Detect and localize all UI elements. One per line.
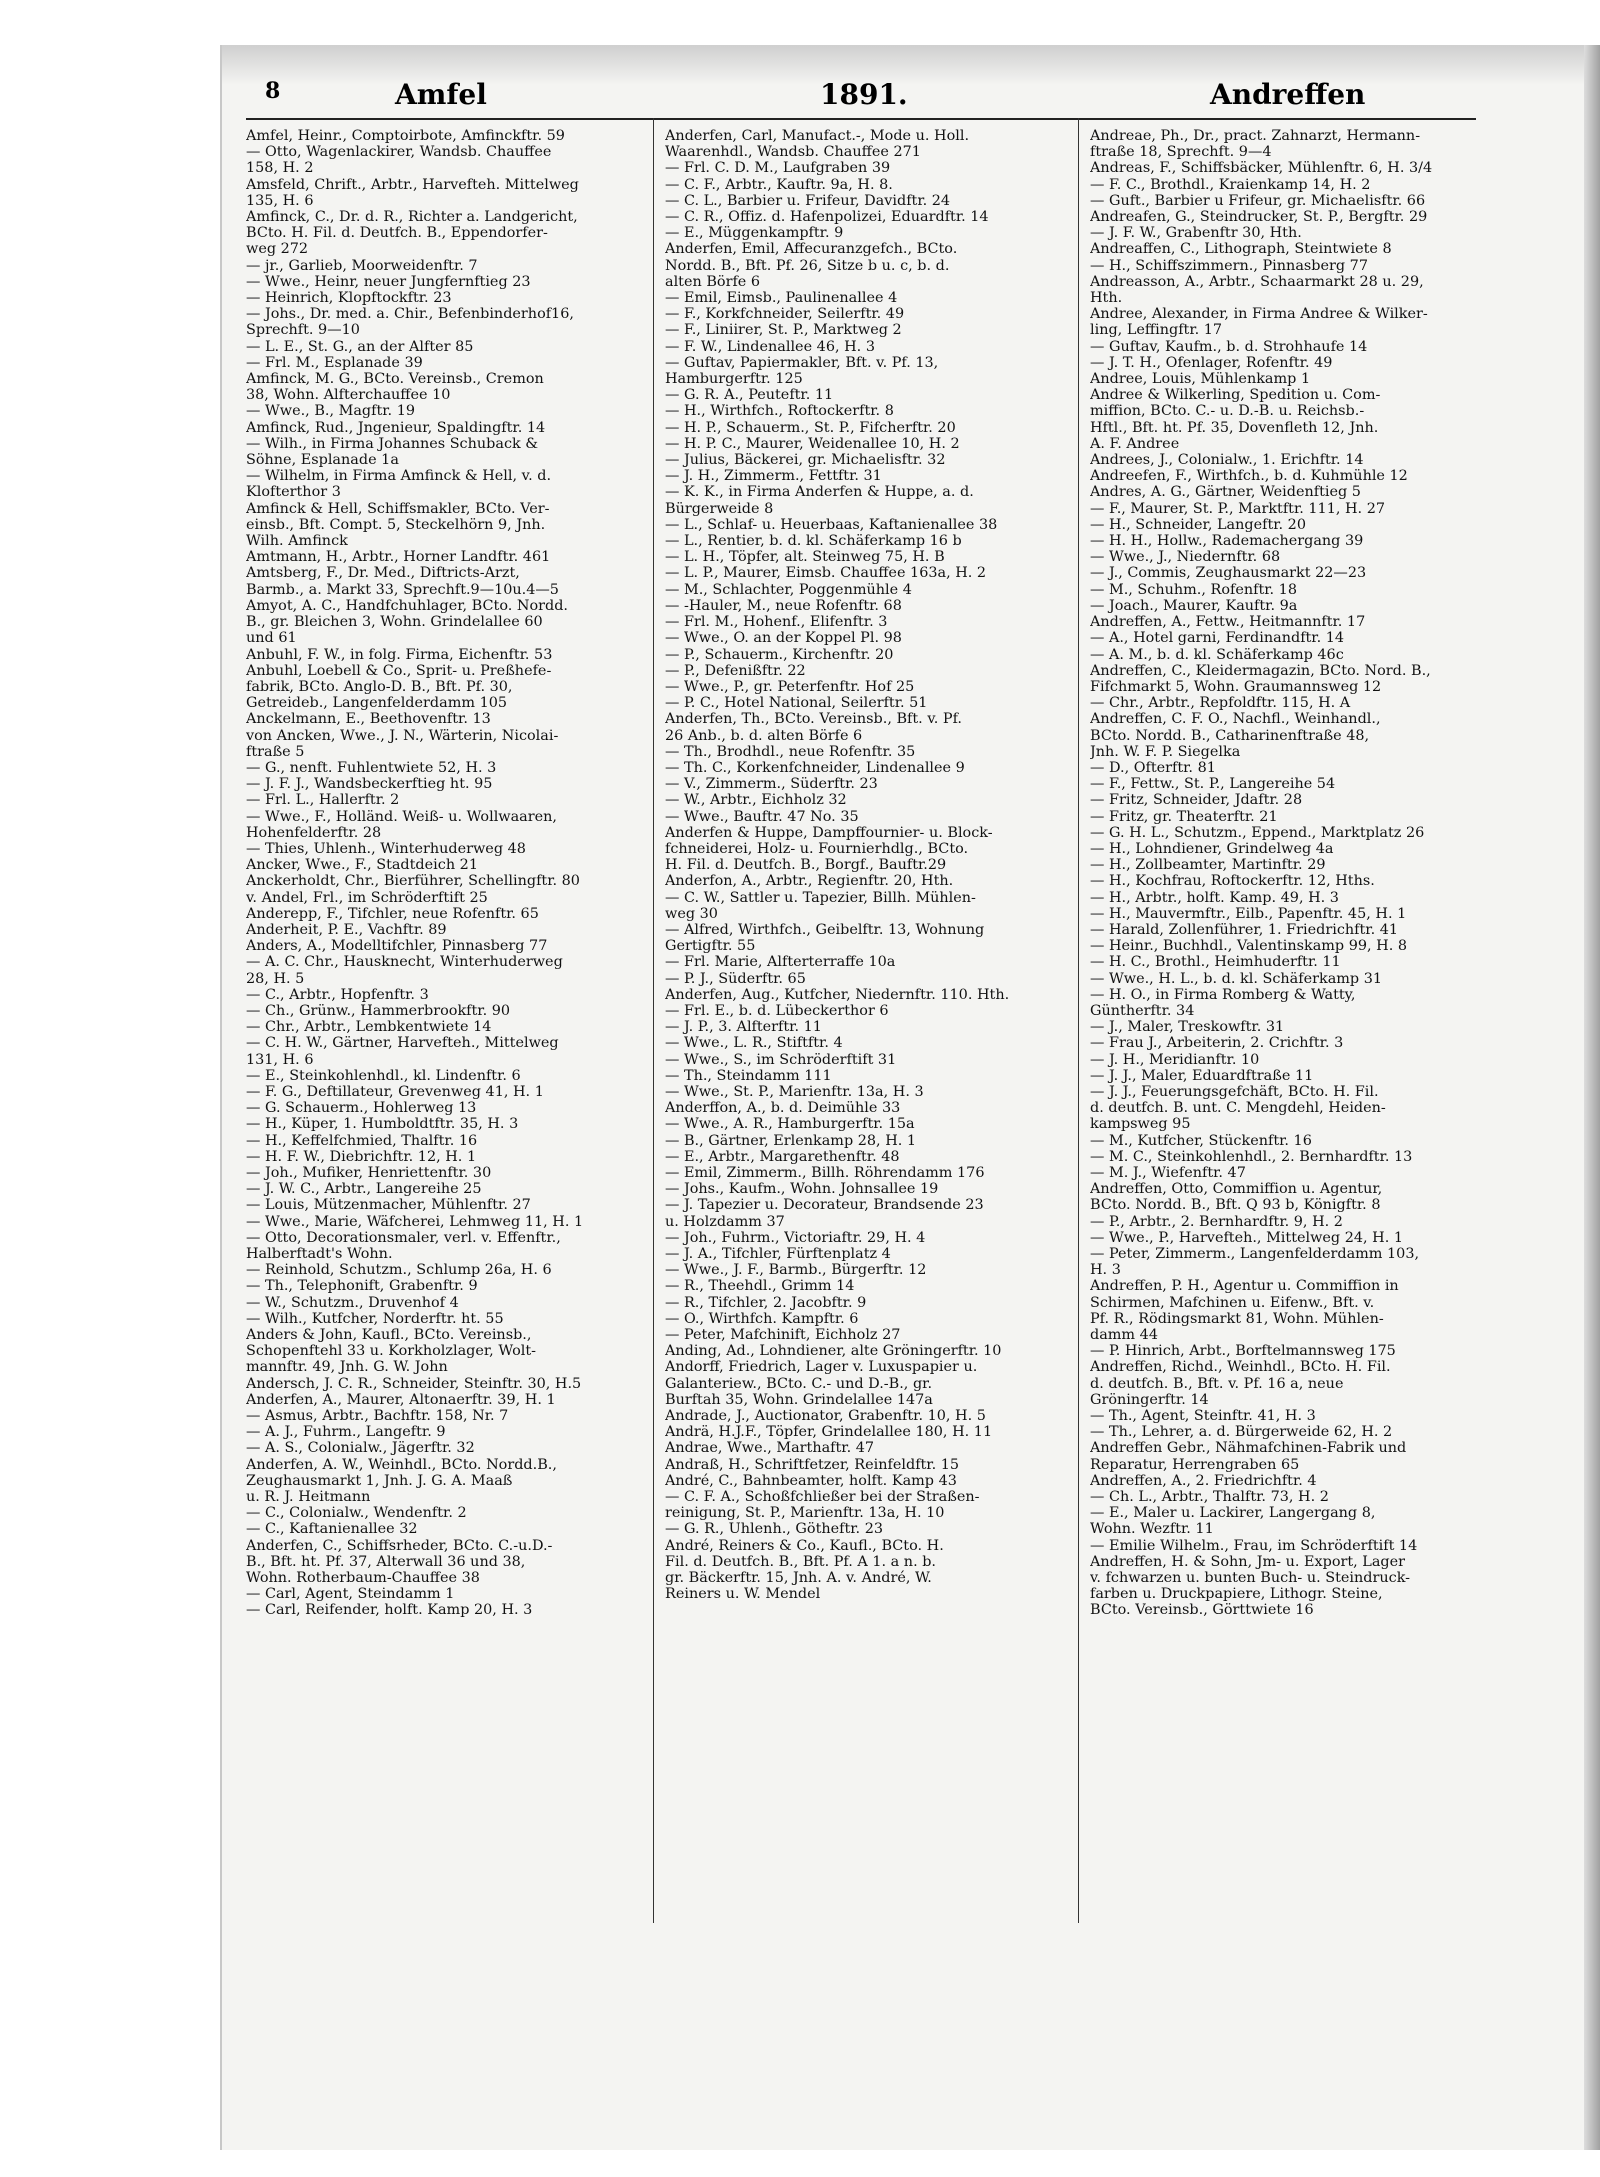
directory-entry-line: weg 272 — [246, 241, 309, 258]
directory-entry-line: — Wwe., B., Magftr. 19 — [246, 403, 416, 420]
directory-entry-line: Amfinck, Rud., Jngenieur, Spaldingftr. 14 — [246, 419, 546, 436]
directory-entry-line: — C. F., Arbtr., Kauftr. 9a, H. 8. — [665, 176, 893, 193]
directory-entry-line: — H., Wirthfch., Roftockerftr. 8 — [665, 403, 894, 420]
directory-entry-line: Söhne, Esplanade 1a — [246, 452, 399, 469]
directory-entry-line: Andreffen, P. H., Agentur u. Commiffion in — [1090, 1278, 1399, 1295]
directory-entry-line: — M. C., Steinkohlenhdl., 2. Bernhardftr. 13 — [1090, 1148, 1413, 1165]
directory-entry-line: Andreffen, Otto, Commiffion u. Agentur, — [1090, 1181, 1383, 1198]
directory-entry-line: — R., Theehdl., Grimm 14 — [665, 1278, 855, 1295]
directory-entry-line: — Wwe., P., Harvefteh., Mittelweg 24, H. 1 — [1090, 1229, 1404, 1246]
directory-entry-line: — J. J., Maler, Eduardftraße 11 — [1090, 1067, 1314, 1084]
directory-entry-line: — A. M., b. d. kl. Schäferkamp 46c — [1090, 646, 1344, 663]
directory-entry-line: B., Bft. ht. Pf. 37, Alterwall 36 und 38, — [246, 1553, 526, 1570]
header-left-catchword: Amfel — [395, 78, 487, 111]
directory-entry-line: H. Fil. d. Deutfch. B., Borgf., Bauftr.29 — [665, 857, 947, 874]
directory-entry-line: — H., Kochfrau, Roftockerftr. 12, Hths. — [1090, 873, 1375, 890]
directory-entry-line: ling, Leffingftr. 17 — [1090, 322, 1223, 339]
directory-entry-line: — P., Schauerm., Kirchenftr. 20 — [665, 646, 894, 663]
directory-entry-line: Wilh. Amfinck — [246, 533, 348, 550]
directory-entry-line: — M., Schuhm., Rofenftr. 18 — [1090, 581, 1297, 598]
directory-entry-line: Anderfen, Emil, Affecuranzgefch., BCto. — [665, 241, 958, 258]
directory-entry-line: Wohn. Wezftr. 11 — [1090, 1521, 1214, 1538]
column-divider-right — [1078, 118, 1079, 1923]
directory-entry-line: — Chr., Arbtr., Lembkentwiete 14 — [246, 1019, 492, 1036]
directory-entry-line: Reiners u. W. Mendel — [665, 1586, 821, 1603]
directory-entry-line: — E., Arbtr., Margarethenftr. 48 — [665, 1148, 900, 1165]
directory-entry-line: Pf. R., Rödingsmarkt 81, Wohn. Mühlen- — [1090, 1310, 1384, 1327]
directory-entry-line: fabrik, BCto. Anglo-D. B., Bft. Pf. 30, — [246, 678, 513, 695]
directory-entry-line: — Peter, Mafchinift, Eichholz 27 — [665, 1327, 901, 1344]
directory-entry-line: — Thies, Uhlenh., Winterhuderweg 48 — [246, 840, 526, 857]
directory-entry-line: — Heinrich, Klopftockftr. 23 — [246, 290, 452, 307]
directory-entry-line: Fifchmarkt 5, Wohn. Graumannsweg 12 — [1090, 678, 1382, 695]
directory-entry-line: — J. H., Zimmerm., Fettftr. 31 — [665, 468, 882, 485]
directory-entry-line: — Joach., Maurer, Kauftr. 9a — [1090, 597, 1298, 614]
directory-entry-line: Hohenfelderftr. 28 — [246, 824, 382, 841]
directory-entry-line: — Wwe., F., Holländ. Weiß- u. Wollwaaren, — [246, 808, 558, 825]
directory-entry-line: — Frl. L., Hallerftr. 2 — [246, 792, 400, 809]
directory-entry-line: — H. H., Hollw., Rademachergang 39 — [1090, 533, 1364, 550]
directory-entry-line: fchneiderei, Holz- u. Fournierhdlg., BCto. — [665, 840, 969, 857]
directory-entry-line: — jr., Garlieb, Moorweidenftr. 7 — [246, 257, 478, 274]
directory-entry-line: — J. F. W., Grabenftr 30, Hth. — [1090, 225, 1302, 242]
directory-entry-line: — Louis, Mützenmacher, Mühlenftr. 27 — [246, 1197, 531, 1214]
directory-entry-line: Wohn. Rotherbaum-Chauffee 38 — [246, 1570, 480, 1587]
directory-entry-line: — F., Korkfchneider, Seilerftr. 49 — [665, 306, 905, 323]
directory-entry-line: kampsweg 95 — [1090, 1116, 1191, 1133]
directory-entry-line: — F., Fettw., St. P., Langereihe 54 — [1090, 776, 1336, 793]
directory-entry-line: — H. C., Brothl., Heimhuderftr. 11 — [1090, 954, 1341, 971]
directory-entry-line: v. Andel, Frl., im Schröderftift 25 — [246, 889, 488, 906]
directory-entry-line: — E., Müggenkampftr. 9 — [665, 225, 844, 242]
directory-entry-line: Burftah 35, Wohn. Grindelallee 147a — [665, 1391, 933, 1408]
directory-entry-line: Hftl., Bft. ht. Pf. 35, Dovenfleth 12, Jnh. — [1090, 419, 1379, 436]
directory-entry-line: Anderfen, Carl, Manufact.-, Mode u. Holl. — [665, 128, 970, 144]
directory-entry-line: Getreideb., Langenfelderdamm 105 — [246, 695, 508, 712]
directory-entry-line: — C. W., Sattler u. Tapezier, Billh. Mühlen- — [665, 889, 976, 906]
page-number: 8 — [265, 78, 281, 104]
directory-entry-line: Halberftadt's Wohn. — [246, 1246, 393, 1263]
directory-entry-line: Andorff, Friedrich, Lager v. Luxuspapier u. — [665, 1359, 978, 1376]
directory-entry-line: Amyot, A. C., Handfchuhlager, BCto. Nordd. — [246, 597, 569, 614]
directory-entry-line: — P., Arbtr., 2. Bernhardftr. 9, H. 2 — [1090, 1213, 1343, 1230]
directory-entry-line: — Chr., Arbtr., Repfoldftr. 115, H. A — [1090, 695, 1351, 712]
directory-entry-line: — Julius, Bäckerei, gr. Michaelisftr. 32 — [665, 452, 946, 469]
directory-entry-line: — Wwe., Heinr, neuer Jungfernftieg 23 — [246, 273, 531, 290]
directory-entry-line: Amfel, Heinr., Comptoirbote, Amfinckftr. 59 — [246, 128, 565, 144]
directory-entry-line: — P. Hinrich, Arbt., Borftelmannsweg 175 — [1090, 1343, 1396, 1360]
directory-entry-line: — Ch., Grünw., Hammerbrookftr. 90 — [246, 1002, 511, 1019]
directory-entry-line: Andreffen Gebr., Nähmafchinen-Fabrik und — [1090, 1440, 1407, 1457]
directory-entry-line: miffion, BCto. C.- u. D.-B. u. Reichsb.- — [1090, 403, 1365, 420]
directory-entry-line: mannftr. 49, Jnh. G. W. John — [246, 1359, 448, 1376]
directory-entry-line: Anderfen, Th., BCto. Vereinsb., Bft. v. Pf. — [665, 711, 962, 728]
directory-entry-line: — Guftav, Papiermakler, Bft. v. Pf. 13, — [665, 354, 939, 371]
directory-entry-line: H. 3 — [1090, 1262, 1121, 1279]
directory-entry-line: farben u. Druckpapiere, Lithogr. Steine, — [1090, 1586, 1383, 1603]
directory-entry-line: Andreaffen, C., Lithograph, Steintwiete 8 — [1090, 241, 1392, 258]
directory-entry-line: von Ancken, Wwe., J. N., Wärterin, Nicolai- — [246, 727, 559, 744]
directory-entry-line: — Frl. Marie, Alfterterraffe 10a — [665, 954, 896, 971]
directory-entry-line: 38, Wohn. Alfterchauffee 10 — [246, 387, 451, 404]
directory-entry-line: ftraße 18, Sprechft. 9—4 — [1090, 144, 1272, 161]
directory-entry-line: Andree, Alexander, in Firma Andree & Wilker- — [1090, 306, 1428, 323]
directory-entry-line: — Frl. C. D. M., Laufgraben 39 — [665, 160, 891, 177]
directory-entry-line: Waarenhdl., Wandsb. Chauffee 271 — [665, 144, 921, 161]
directory-entry-line: Hamburgerftr. 125 — [665, 371, 803, 388]
directory-entry-line: Hth. — [1090, 290, 1123, 307]
directory-entry-line: — H. P., Schauerm., St. P., Fifcherftr. 20 — [665, 419, 956, 436]
directory-entry-line: Fil. d. Deutfch. B., Bft. Pf. A 1. a n. b. — [665, 1553, 937, 1570]
directory-entry-line: BCto. H. Fil. d. Deutfch. B., Eppendorfer- — [246, 225, 548, 242]
directory-entry-line: — H. P. C., Maurer, Weidenallee 10, H. 2 — [665, 435, 960, 452]
directory-entry-line: — Wwe., A. R., Hamburgerftr. 15a — [665, 1116, 915, 1133]
directory-entry-line: Andrä, H.J.F., Töpfer, Grindelallee 180, H. 11 — [665, 1424, 993, 1441]
directory-entry-line: 28, H. 5 — [246, 970, 305, 987]
directory-entry-line: André, C., Bahnbeamter, holft. Kamp 43 — [665, 1472, 957, 1489]
directory-entry-line: Zeughausmarkt 1, Jnh. J. G. A. Maaß — [246, 1472, 513, 1489]
page-spine-edge — [1584, 45, 1600, 2150]
directory-entry-line: André, Reiners & Co., Kaufl., BCto. H. — [665, 1537, 944, 1554]
directory-entry-line: — J., Maler, Treskowftr. 31 — [1090, 1019, 1285, 1036]
directory-entry-line: — P., Defenißftr. 22 — [665, 662, 806, 679]
directory-entry-line: — H., Keffelfchmied, Thalftr. 16 — [246, 1132, 478, 1149]
directory-entry-line: Andreffen, H. & Sohn, Jm- u. Export, Lager — [1090, 1553, 1406, 1570]
directory-entry-line: — Frl. E., b. d. Lübeckerthor 6 — [665, 1002, 889, 1019]
directory-entry-line: Anbuhl, Loebell & Co., Sprit- u. Preßhefe- — [246, 662, 552, 679]
directory-entry-line: — P. J., Süderftr. 65 — [665, 970, 806, 987]
directory-entry-line: — L. P., Maurer, Eimsb. Chauffee 163a, H. 2 — [665, 565, 987, 582]
directory-entry-line: — H. F. W., Diebrichftr. 12, H. 1 — [246, 1148, 477, 1165]
directory-entry-line: — Th., Brodhdl., neue Rofenftr. 35 — [665, 743, 916, 760]
directory-entry-line: Amsfeld, Chrift., Arbtr., Harvefteh. Mittelweg — [246, 176, 579, 193]
directory-entry-line: — A. S., Colonialw., Jägerftr. 32 — [246, 1440, 475, 1457]
directory-entry-line: — J. H., Meridianftr. 10 — [1090, 1051, 1260, 1068]
directory-entry-line: Schirmen, Mafchinen u. Eifenw., Bft. v. — [1090, 1294, 1375, 1311]
directory-entry-line: — Otto, Decorationsmaler, verl. v. Effenftr., — [246, 1229, 561, 1246]
directory-entry-line: — Wwe., Bauftr. 47 No. 35 — [665, 808, 859, 825]
directory-entry-line: — Frau J., Arbeiterin, 2. Crichftr. 3 — [1090, 1035, 1344, 1052]
directory-entry-line: — G. R., Uhlenh., Götheftr. 23 — [665, 1521, 884, 1538]
directory-entry-line: — D., Ofterftr. 81 — [1090, 759, 1216, 776]
directory-entry-line: — G. H. L., Schutzm., Eppend., Marktplatz 26 — [1090, 824, 1425, 841]
directory-entry-line: — H., Küper, 1. Humboldtftr. 35, H. 3 — [246, 1116, 519, 1133]
directory-entry-line: Barmb., a. Markt 33, Sprechft.9—10u.4—5 — [246, 581, 559, 598]
directory-entry-line: — E., Steinkohlenhdl., kl. Lindenftr. 6 — [246, 1067, 521, 1084]
directory-entry-line: — Wwe., S., im Schröderftift 31 — [665, 1051, 897, 1068]
directory-entry-line: — J. P., 3. Alfterftr. 11 — [665, 1019, 822, 1036]
directory-entry-line: — Guft., Barbier u Frifeur, gr. Michaelisftr. 66 — [1090, 192, 1426, 209]
directory-entry-line: Amtsberg, F., Dr. Med., Diftricts-Arzt, — [246, 565, 520, 582]
directory-entry-line: — G., nenft. Fuhlentwiete 52, H. 3 — [246, 759, 497, 776]
directory-entry-line: — Johs., Dr. med. a. Chir., Befenbinderhof16, — [246, 306, 574, 323]
directory-entry-line: — H. O., in Firma Romberg & Watty, — [1090, 986, 1356, 1003]
directory-entry-line: Reparatur, Herrengraben 65 — [1090, 1456, 1300, 1473]
directory-entry-line: Andrees, J., Colonialw., 1. Erichftr. 14 — [1090, 452, 1364, 469]
directory-entry-line: Andersch, J. C. R., Schneider, Steinftr. 30, H.5 — [246, 1375, 582, 1392]
directory-entry-line: — B., Gärtner, Erlenkamp 28, H. 1 — [665, 1132, 917, 1149]
directory-entry-line: Andreas, F., Schiffsbäcker, Mühlenftr. 6, H. 3/4 — [1090, 160, 1433, 177]
directory-entry-line: — F. G., Deftillateur, Grevenweg 41, H. 1 — [246, 1083, 544, 1100]
directory-entry-line: — L. E., St. G., an der Alfter 85 — [246, 338, 474, 355]
directory-entry-line: — P. C., Hotel National, Seilerftr. 51 — [665, 695, 928, 712]
directory-entry-line: Güntherftr. 34 — [1090, 1002, 1195, 1019]
directory-entry-line: — C. H. W., Gärtner, Harvefteh., Mittelweg — [246, 1035, 559, 1052]
directory-entry-line: — -Hauler, M., neue Rofenftr. 68 — [665, 597, 902, 614]
directory-entry-line: — Wwe., J. F., Barmb., Bürgerftr. 12 — [665, 1262, 927, 1279]
directory-entry-line: — H., Schneider, Langeftr. 20 — [1090, 516, 1306, 533]
directory-entry-line: Andrae, Wwe., Marthaftr. 47 — [665, 1440, 875, 1457]
directory-entry-line: Gröningerftr. 14 — [1090, 1391, 1209, 1408]
directory-entry-line: Anderheit, P. E., Vachftr. 89 — [246, 921, 447, 938]
directory-entry-line: — L., Rentier, b. d. kl. Schäferkamp 16 b — [665, 533, 962, 550]
directory-entry-line: alten Börfe 6 — [665, 273, 761, 290]
directory-entry-line: — Th., Telephonift, Grabenftr. 9 — [246, 1278, 478, 1295]
directory-entry-line: — Th. C., Korkenfchneider, Lindenallee 9 — [665, 759, 965, 776]
directory-entry-line: einsb., Bft. Compt. 5, Steckelhörn 9, Jnh. — [246, 516, 546, 533]
directory-entry-line: — O., Wirthfch. Kampftr. 6 — [665, 1310, 859, 1327]
directory-entry-line: — Harald, Zollenführer, 1. Friedrichftr. 41 — [1090, 921, 1399, 938]
directory-entry-line: weg 30 — [665, 905, 718, 922]
directory-entry-line: — M., Kutfcher, Stückenftr. 16 — [1090, 1132, 1312, 1149]
directory-entry-line: — Guftav, Kaufm., b. d. Strohhaufe 14 — [1090, 338, 1368, 355]
directory-entry-line: — J., Commis, Zeughausmarkt 22—23 — [1090, 565, 1367, 582]
page-header — [265, 78, 1415, 118]
directory-entry-line: — Th., Lehrer, a. d. Bürgerweide 62, H. 2 — [1090, 1424, 1393, 1441]
directory-entry-line: — A. C. Chr., Hausknecht, Winterhuderweg — [246, 954, 563, 971]
header-right-catchword: Andreffen — [1210, 78, 1366, 111]
directory-entry-line: — J. W. C., Arbtr., Langereihe 25 — [246, 1181, 482, 1198]
directory-entry-line: — F. W., Lindenallee 46, H. 3 — [665, 338, 875, 355]
directory-entry-line: u. Holzdamm 37 — [665, 1213, 785, 1230]
directory-entry-line: BCto. Vereinsb., Görttwiete 16 — [1090, 1602, 1314, 1619]
directory-entry-line: Andreae, Ph., Dr., pract. Zahnarzt, Hermann- — [1090, 128, 1421, 144]
directory-entry-line: — R., Tifchler, 2. Jacobftr. 9 — [665, 1294, 867, 1311]
directory-entry-line: Andrade, J., Auctionator, Grabenftr. 10, H. 5 — [665, 1408, 986, 1425]
directory-entry-line: Andreffen, A., 2. Friedrichftr. 4 — [1090, 1472, 1317, 1489]
directory-entry-line: — Joh., Fuhrm., Victoriaftr. 29, H. 4 — [665, 1229, 926, 1246]
directory-entry-line: Anckelmann, E., Beethovenftr. 13 — [246, 711, 491, 728]
directory-entry-line: — Asmus, Arbtr., Bachftr. 158, Nr. 7 — [246, 1408, 509, 1425]
directory-entry-line: 135, H. 6 — [246, 192, 314, 209]
directory-entry-line: — Frl. M., Hohenf., Elifenftr. 3 — [665, 614, 888, 631]
directory-entry-line: Anding, Ad., Lohndiener, alte Gröningerftr. 10 — [665, 1343, 1002, 1360]
directory-entry-line: — W., Schutzm., Druvenhof 4 — [246, 1294, 459, 1311]
directory-entry-line: Jnh. W. F. P. Siegelka — [1090, 743, 1241, 760]
directory-entry-line: — Wilh., Kutfcher, Norderftr. ht. 55 — [246, 1310, 504, 1327]
directory-entry-line: 158, H. 2 — [246, 160, 314, 177]
directory-column-3 — [1090, 128, 1480, 1619]
directory-entry-line: — H., Schiffszimmern., Pinnasberg 77 — [1090, 257, 1368, 274]
directory-entry-line: — J. J., Feuerungsgefchäft, BCto. H. Fil. — [1090, 1083, 1379, 1100]
directory-entry-line: Anderfen & Huppe, Dampffournier- u. Block- — [665, 824, 993, 841]
directory-entry-line: — Johs., Kaufm., Wohn. Johnsallee 19 — [665, 1181, 939, 1198]
directory-entry-line: — Ch. L., Arbtr., Thalftr. 73, H. 2 — [1090, 1489, 1329, 1506]
directory-entry-line: Andree & Wilkerling, Spedition u. Com- — [1090, 387, 1381, 404]
directory-entry-line: ftraße 5 — [246, 743, 305, 760]
directory-entry-line: Andreffen, Richd., Weinhdl., BCto. H. Fil. — [1090, 1359, 1391, 1376]
directory-entry-line: Andreffen, C. F. O., Nachfl., Weinhandl., — [1090, 711, 1381, 728]
directory-entry-line: — J. A., Tifchler, Fürftenplatz 4 — [665, 1246, 891, 1263]
directory-entry-line: — Joh., Mufiker, Henriettenftr. 30 — [246, 1165, 492, 1181]
directory-entry-line: — Otto, Wagenlackirer, Wandsb. Chauffee — [246, 144, 552, 161]
header-year: 1891. — [820, 78, 908, 111]
directory-entry-line: — C., Arbtr., Hopfenftr. 3 — [246, 986, 429, 1003]
directory-entry-line: — L., Schlaf- u. Heuerbaas, Kaftanienallee 38 — [665, 516, 998, 533]
scan-stamp-area — [0, 0, 165, 2177]
directory-entry-line: — G. Schauerm., Hohlerweg 13 — [246, 1100, 477, 1117]
directory-entry-line: Andreffen, C., Kleidermagazin, BCto. Nord. B., — [1090, 662, 1431, 679]
directory-entry-line: — C. L., Barbier u. Frifeur, Davidftr. 24 — [665, 192, 951, 209]
column-divider-left — [653, 118, 654, 1923]
directory-entry-line: — A., Hotel garni, Ferdinandftr. 14 — [1090, 630, 1345, 647]
header-rule — [246, 118, 1476, 120]
directory-entry-line: gr. Bäckerftr. 15, Jnh. A. v. André, W. — [665, 1570, 932, 1587]
directory-entry-line: — H., Arbtr., holft. Kamp. 49, H. 3 — [1090, 889, 1339, 906]
directory-entry-line: BCto. Nordd. B., Catharinenftraße 48, — [1090, 727, 1370, 744]
directory-entry-line: — W., Arbtr., Eichholz 32 — [665, 792, 847, 809]
directory-entry-line: Anders, A., Modelltifchler, Pinnasberg 77 — [246, 938, 548, 955]
directory-entry-line: d. deutfch. B. unt. C. Mengdehl, Heiden- — [1090, 1100, 1386, 1117]
directory-entry-line: Andreffen, A., Fettw., Heitmannftr. 17 — [1090, 614, 1366, 631]
directory-entry-line: Anderfen, A. W., Weinhdl., BCto. Nordd.B., — [246, 1456, 557, 1473]
directory-entry-line: B., gr. Bleichen 3, Wohn. Grindelallee 60 — [246, 614, 543, 631]
directory-entry-line: — Wwe., St. P., Marienftr. 13a, H. 3 — [665, 1083, 924, 1100]
directory-entry-line: d. deutfch. B., Bft. v. Pf. 16 a, neue — [1090, 1375, 1344, 1392]
directory-entry-line: Andraß, H., Schriftfetzer, Reinfeldftr. 15 — [665, 1456, 960, 1473]
directory-entry-line: — Wilhelm, in Firma Amfinck & Hell, v. d. — [246, 468, 552, 485]
directory-entry-line: Gertigftr. 55 — [665, 938, 756, 955]
directory-entry-line: — E., Maler u. Lackirer, Langergang 8, — [1090, 1505, 1376, 1522]
directory-entry-line: Anders & John, Kaufl., BCto. Vereinsb., — [246, 1327, 532, 1344]
directory-entry-line: — Wwe., J., Niedernftr. 68 — [1090, 549, 1281, 566]
directory-entry-line: Nordd. B., Bft. Pf. 26, Sitze b u. c, b. d. — [665, 257, 950, 274]
directory-entry-line: — Frl. M., Esplanade 39 — [246, 354, 423, 371]
directory-entry-line: — Carl, Reifender, holft. Kamp 20, H. 3 — [246, 1602, 533, 1619]
directory-entry-line: — H., Zollbeamter, Martinftr. 29 — [1090, 857, 1326, 874]
directory-entry-line: Andreafen, G., Steindrucker, St. P., Bergftr. 29 — [1090, 209, 1428, 226]
directory-entry-line: BCto. Nordd. B., Bft. Q 93 b, Königftr. 8 — [1090, 1197, 1381, 1214]
directory-entry-line: — C., Kaftanienallee 32 — [246, 1521, 418, 1538]
directory-entry-line: reinigung, St. P., Marienftr. 13a, H. 10 — [665, 1505, 945, 1522]
directory-entry-line: — J. T. H., Ofenlager, Rofenftr. 49 — [1090, 354, 1333, 371]
directory-entry-line: — K. K., in Firma Anderfen & Huppe, a. d. — [665, 484, 974, 501]
directory-entry-line: — J. F. J., Wandsbeckerftieg ht. 95 — [246, 776, 493, 793]
directory-entry-line: — Wilh., in Firma Johannes Schuback & — [246, 435, 539, 452]
directory-entry-line: — F., Liniirer, St. P., Marktweg 2 — [665, 322, 902, 339]
directory-entry-line: Anderffon, A., b. d. Deimühle 33 — [665, 1100, 901, 1117]
directory-column-2 — [665, 128, 1055, 1602]
directory-entry-line: A. F. Andree — [1090, 435, 1180, 452]
directory-entry-line: — Wwe., L. R., Stiftftr. 4 — [665, 1035, 843, 1052]
directory-entry-line: — M. J., Wiefenftr. 47 — [1090, 1165, 1246, 1181]
directory-entry-line: Anderfon, A., Arbtr., Regienftr. 20, Hth. — [665, 873, 954, 890]
directory-entry-line: Anderfen, Aug., Kutfcher, Niedernftr. 110. Hth. — [665, 986, 1010, 1003]
directory-entry-line: — G. R. A., Peuteftr. 11 — [665, 387, 834, 404]
directory-entry-line: Andree, Louis, Mühlenkamp 1 — [1090, 371, 1311, 388]
directory-entry-line: — Wwe., O. an der Koppel Pl. 98 — [665, 630, 902, 647]
directory-entry-line: Schopenftehl 33 u. Korkholzlager, Wolt- — [246, 1343, 537, 1360]
directory-entry-line: — Fritz, Schneider, Jdaftr. 28 — [1090, 792, 1303, 809]
directory-entry-line: — J. Tapezier u. Decorateur, Brandsende 23 — [665, 1197, 984, 1214]
directory-entry-line: Galanteriew., BCto. C.- und D.-B., gr. — [665, 1375, 933, 1392]
directory-entry-line: Klofterthor 3 — [246, 484, 341, 501]
directory-entry-line: — Heinr., Buchhdl., Valentinskamp 99, H. 8 — [1090, 938, 1408, 955]
directory-entry-line: und 61 — [246, 630, 297, 647]
directory-entry-line: — L. H., Töpfer, alt. Steinweg 75, H. B — [665, 549, 945, 566]
directory-entry-line: — C., Colonialw., Wendenftr. 2 — [246, 1505, 467, 1522]
directory-entry-line: — V., Zimmerm., Süderftr. 23 — [665, 776, 878, 793]
directory-column-1 — [246, 128, 636, 1619]
directory-entry-line: Anbuhl, F. W., in folg. Firma, Eichenftr. 53 — [246, 646, 553, 663]
directory-entry-line: — Th., Agent, Steinftr. 41, H. 3 — [1090, 1408, 1316, 1425]
directory-entry-line: — Wwe., Marie, Wäfcherei, Lehmweg 11, H. 1 — [246, 1213, 584, 1230]
directory-entry-line: Amfinck, C., Dr. d. R., Richter a. Landgericht, — [246, 209, 578, 226]
directory-entry-line: — A. J., Fuhrm., Langeftr. 9 — [246, 1424, 446, 1441]
directory-entry-line: Andreefen, F., Wirthfch., b. d. Kuhmühle 12 — [1090, 468, 1408, 485]
directory-entry-line: — F., Maurer, St. P., Marktftr. 111, H. 27 — [1090, 500, 1386, 517]
directory-entry-line: Anderepp, F., Tifchler, neue Rofenftr. 65 — [246, 905, 539, 922]
directory-entry-line: Anderfen, A., Maurer, Altonaerftr. 39, H. 1 — [246, 1391, 556, 1408]
directory-entry-line: — Carl, Agent, Steindamm 1 — [246, 1586, 455, 1603]
directory-entry-line: — Th., Steindamm 111 — [665, 1067, 832, 1084]
directory-entry-line: — Emil, Eimsb., Paulinenallee 4 — [665, 290, 898, 307]
directory-entry-line: — H., Mauvermftr., Eilb., Papenftr. 45, H. 1 — [1090, 905, 1407, 922]
directory-entry-line: — Fritz, gr. Theaterftr. 21 — [1090, 808, 1278, 825]
directory-entry-line: 26 Anb., b. d. alten Börfe 6 — [665, 727, 863, 744]
directory-entry-line: — M., Schlachter, Poggenmühle 4 — [665, 581, 912, 598]
directory-entry-line: — H., Lohndiener, Grindelweg 4a — [1090, 840, 1334, 857]
directory-entry-line: — Peter, Zimmerm., Langenfelderdamm 103, — [1090, 1246, 1420, 1263]
directory-entry-line: — Emil, Zimmerm., Billh. Röhrendamm 176 — [665, 1165, 985, 1181]
directory-entry-line: Sprechft. 9—10 — [246, 322, 360, 339]
directory-entry-line: Amfinck & Hell, Schiffsmakler, BCto. Ver- — [246, 500, 550, 517]
directory-entry-line: Andreasson, A., Arbtr., Schaarmarkt 28 u. 29, — [1090, 273, 1424, 290]
directory-entry-line: Bürgerweide 8 — [665, 500, 774, 517]
directory-entry-line: v. fchwarzen u. bunten Buch- u. Steindruck- — [1090, 1570, 1411, 1587]
directory-entry-line: 131, H. 6 — [246, 1051, 314, 1068]
directory-entry-line: — Reinhold, Schutzm., Schlump 26a, H. 6 — [246, 1262, 552, 1279]
directory-entry-line: Anckerholdt, Chr., Bierführer, Schellingftr. 80 — [246, 873, 580, 890]
directory-entry-line: — Alfred, Wirthfch., Geibelftr. 13, Wohnung — [665, 921, 985, 938]
directory-entry-line: u. R. J. Heitmann — [246, 1489, 371, 1506]
directory-entry-line: — F. C., Brothdl., Kraienkamp 14, H. 2 — [1090, 176, 1371, 193]
directory-entry-line: — Wwe., P., gr. Peterfenftr. Hof 25 — [665, 678, 915, 695]
directory-entry-line: — Emilie Wilhelm., Frau, im Schröderftift 14 — [1090, 1537, 1418, 1554]
directory-entry-line: Amfinck, M. G., BCto. Vereinsb., Cremon — [246, 371, 544, 388]
directory-entry-line: — Wwe., H. L., b. d. kl. Schäferkamp 31 — [1090, 970, 1383, 987]
directory-entry-line: Anderfen, C., Schiffsrheder, BCto. C.-u.D.- — [246, 1537, 553, 1554]
directory-entry-line: Andres, A. G., Gärtner, Weidenftieg 5 — [1090, 484, 1361, 501]
directory-entry-line: — C. R., Offiz. d. Hafenpolizei, Eduardftr. 14 — [665, 209, 989, 226]
directory-entry-line: Ancker, Wwe., F., Stadtdeich 21 — [246, 857, 478, 874]
directory-entry-line: damm 44 — [1090, 1327, 1158, 1344]
directory-entry-line: Amtmann, H., Arbtr., Horner Landftr. 461 — [246, 549, 551, 566]
directory-entry-line: — C. F. A., Schoßfchließer bei der Straßen- — [665, 1489, 980, 1506]
